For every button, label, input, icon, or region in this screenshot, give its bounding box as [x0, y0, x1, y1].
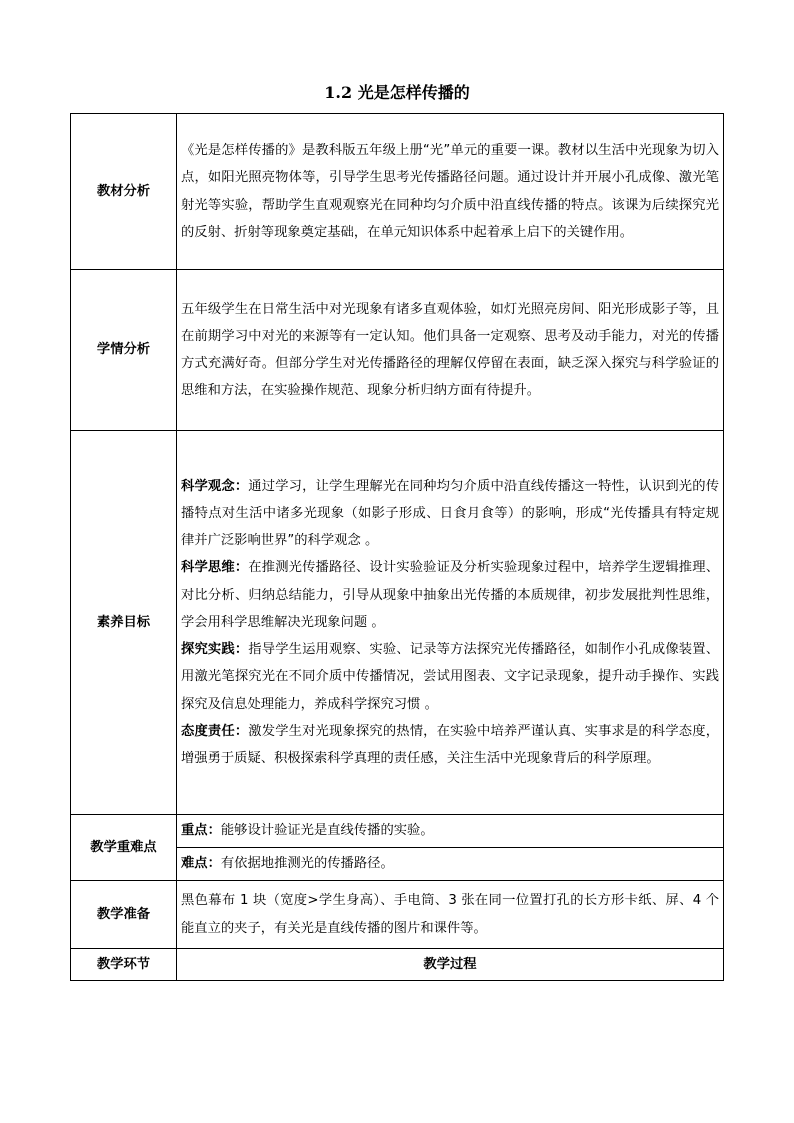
row-label-key: 教学重难点	[71, 815, 177, 881]
focus-text: 能够设计验证光是直线传播的实验。	[220, 823, 434, 839]
table-row-materials	[71, 114, 724, 270]
table-row-focus	[71, 815, 724, 848]
page-title: 1.2 光是怎样传播的	[324, 83, 470, 102]
materials-analysis-text: 《光是怎样传播的》是教科版五年级上册“光”单元的重要一课。教材以生活中光现象为切入点，如阳光照亮物体等，引导学生思考光传播路径问题。通过设计并开展小孔成像、激光笔射光等实验，帮助学生直观观察光在同种均匀介质中沿直线传播的特点。该课为后续探究光的反射、折射等现象奠定基础，在单元知识体系中起着承上启下的关键作用。	[177, 114, 724, 270]
goals-content	[177, 431, 724, 815]
table-row-goals	[71, 431, 724, 815]
goal-lead: 科学思维：	[181, 560, 249, 576]
focus-cell	[177, 815, 724, 848]
goal-lead: 态度责任：	[181, 723, 249, 739]
row-label-process: 教学环节	[71, 949, 177, 981]
goal-text: 在推测光传播路径、设计实验验证及分析实验现象过程中，培养学生逻辑推理、对比分析、归纳总结能力，引导从现象中抽象出光传播的本质规律，初步发展批判性思维，学会用科学思维解决光现象问题 。	[181, 560, 720, 630]
prep-text: 黑色幕布 1 块（宽度>学生身高）、手电筒、3 张在同一位置打孔的长方形卡纸、屏、4 个能直立的夹子，有关光是直线传播的图片和课件等。	[177, 881, 724, 949]
goal-lead: 科学观念：	[181, 478, 249, 494]
row-label-goals: 素养目标	[71, 431, 177, 815]
goal-text: 指导学生运用观察、实验、记录等方法探究光传播路径，如制作小孔成像装置、用激光笔探究光在不同介质中传播情况，尝试用图表、文字记录现象，提升动手操作、实践探究及信息处理能力，养成科学探究习惯 。	[181, 642, 720, 712]
row-label-materials: 教材分析	[71, 114, 177, 270]
focus-lead: 重点：	[181, 823, 221, 839]
difficulty-text: 有依据地推测光的传播路径。	[220, 856, 394, 872]
student-analysis-text: 五年级学生在日常生活中对光现象有诸多直观体验，如灯光照亮房间、阳光形成影子等，且在前期学习中对光的来源等有一定认知。他们具备一定观察、思考及动手能力，对光的传播方式充满好奇。但部分学生对光传播路径的理解仅停留在表面，缺乏深入探究与科学验证的思维和方法，在实验操作规范、现象分析归纳方面有待提升。	[177, 270, 724, 431]
goal-text: 通过学习，让学生理解光在同种均匀介质中沿直线传播这一特性，认识到光的传播特点对生活中诸多光现象（如影子形成、日食月食等）的影响，形成“光传播具有特定规律并广泛影响世界”的科学观念 。	[181, 478, 720, 549]
goal-item	[181, 718, 719, 773]
goal-lead: 探究实践：	[181, 642, 249, 658]
process-header: 教学过程	[177, 949, 724, 981]
goal-item	[181, 473, 719, 555]
goal-item	[181, 636, 719, 718]
difficulty-cell	[177, 848, 724, 881]
row-label-students: 学情分析	[71, 270, 177, 431]
row-label-prep: 教学准备	[71, 881, 177, 949]
lesson-plan-table	[70, 113, 724, 981]
difficulty-lead: 难点：	[181, 856, 221, 872]
table-row-process-header	[71, 949, 724, 981]
goal-text: 激发学生对光现象探究的热情，在实验中培养严谨认真、实事求是的科学态度，增强勇于质疑、积极探索科学真理的责任感，关注生活中光现象背后的科学原理。	[181, 723, 720, 767]
table-row-prep	[71, 881, 724, 949]
table-row-students	[71, 270, 724, 431]
goal-item	[181, 554, 719, 636]
